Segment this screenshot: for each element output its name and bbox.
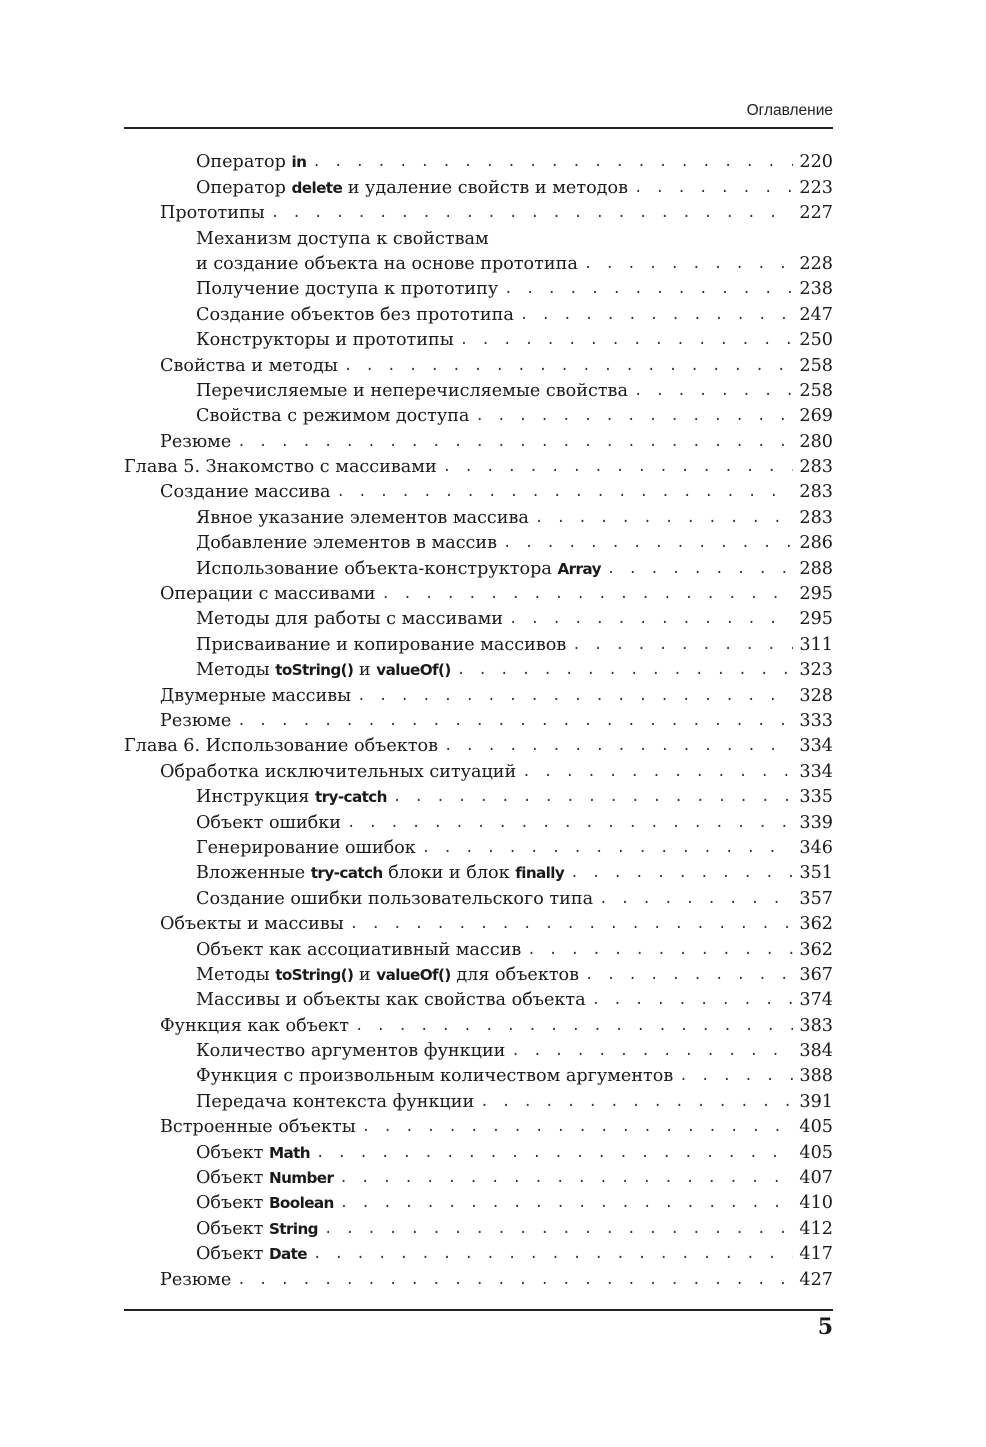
dot-leader <box>339 1167 793 1190</box>
dot-leader <box>324 1218 793 1241</box>
dot-leader <box>634 380 793 403</box>
toc-entry <box>124 708 833 733</box>
dot-leader <box>607 558 793 581</box>
toc-entry <box>124 352 833 377</box>
toc-entry <box>124 479 833 504</box>
toc-entry <box>124 809 833 834</box>
toc-entry-title <box>160 1269 231 1292</box>
toc-entry-text: Методы <box>196 964 276 985</box>
toc-entry-text: Объект как ассоциативный массив <box>196 939 522 960</box>
toc-entry-page: 227 <box>799 203 833 224</box>
toc-entry-text: Двумерные массивы <box>160 685 352 706</box>
toc-entry-title <box>196 304 514 327</box>
toc-entry-code: toString() <box>275 965 354 984</box>
toc-entry <box>124 251 833 276</box>
toc-entry-text: Объект <box>196 1244 269 1265</box>
toc-entry-title <box>196 177 628 200</box>
toc-entry-code: try-catch <box>315 788 387 807</box>
toc-entry-text: Резюме <box>160 710 232 731</box>
toc-entry-page: 228 <box>799 253 833 274</box>
toc-entry-text: Функция с произвольным количеством аргументов <box>196 1066 674 1087</box>
toc-entry <box>124 1241 833 1266</box>
toc-entry-text: Объекты и массивы <box>160 914 344 935</box>
toc-entry-text: и <box>353 660 377 681</box>
toc-entry-page: 258 <box>799 380 833 401</box>
toc-entry-title <box>196 507 529 530</box>
toc-entry-text: Операции с массивами <box>160 584 376 605</box>
toc-entry-text: Объект <box>196 1168 269 1189</box>
toc-entry-page: 362 <box>799 914 833 935</box>
toc-entry-page: 333 <box>799 710 833 731</box>
toc-entry-page: 295 <box>799 609 833 630</box>
toc-entry-text: Обработка исключительных ситуаций <box>160 761 517 782</box>
toc-entry-page: 417 <box>799 1244 833 1265</box>
toc-entry-title <box>160 583 376 606</box>
toc-entry-code: valueOf() <box>376 661 451 680</box>
toc-entry-title <box>124 456 437 479</box>
toc-entry <box>124 301 833 326</box>
toc-entry-page: 247 <box>799 304 833 325</box>
toc-entry-title <box>196 837 416 860</box>
toc-entry-text: Глава 6. Использование объектов <box>124 736 439 757</box>
toc-entry-text: Оператор <box>196 177 292 198</box>
toc-entry-page: 283 <box>799 507 833 528</box>
toc-entry-page: 362 <box>799 939 833 960</box>
toc-entry <box>124 987 833 1012</box>
toc-entry-page: 391 <box>799 1091 833 1112</box>
dot-leader <box>316 1142 793 1165</box>
toc-entry-text: Конструкторы и прототипы <box>196 330 454 351</box>
toc-entry-title <box>196 1192 334 1215</box>
toc-entry-text: Глава 5. Знакомство с массивами <box>124 457 437 478</box>
toc-entry-page: 334 <box>799 736 833 757</box>
dot-leader <box>444 735 793 758</box>
dot-leader <box>237 710 793 733</box>
toc-entry-title <box>196 380 628 403</box>
toc-entry-title <box>196 1218 318 1241</box>
dot-leader <box>237 1269 793 1292</box>
toc-entry-page: 238 <box>799 279 833 300</box>
dot-leader <box>443 456 793 479</box>
toc-entry-title <box>160 710 231 733</box>
dot-leader <box>570 862 793 885</box>
toc-entry <box>124 555 833 580</box>
toc-entry-text: Резюме <box>160 1269 232 1290</box>
toc-entry-title <box>196 1065 673 1088</box>
toc-entry-title <box>196 532 497 555</box>
page-number: 5 <box>817 1314 833 1340</box>
dot-leader <box>422 837 793 860</box>
toc-entry <box>124 1190 833 1215</box>
toc-entry-text: для объектов <box>450 964 580 985</box>
toc-entry-page: 269 <box>799 406 833 427</box>
toc-entry-page: 405 <box>799 1142 833 1163</box>
toc-entry-page: 334 <box>799 761 833 782</box>
toc-entry-page: 367 <box>799 964 833 985</box>
toc-entry-title <box>160 1116 356 1139</box>
toc-entry-code: Number <box>268 1169 334 1188</box>
toc-entry-text: Массивы и объекты как свойства объекта <box>196 990 586 1011</box>
toc-entry-page: 280 <box>799 431 833 452</box>
toc-entry-title <box>160 913 344 936</box>
toc-entry-text: Объект <box>196 1142 269 1163</box>
dot-leader <box>585 964 793 987</box>
toc-entry-page: 220 <box>799 152 833 173</box>
toc-entry-code: String <box>268 1219 318 1238</box>
toc-entry <box>124 784 833 809</box>
dot-leader <box>344 355 793 378</box>
toc-entry <box>124 149 833 174</box>
toc-entry <box>124 327 833 352</box>
toc-entry <box>124 682 833 707</box>
toc-entry-text: и создание объекта на основе прототипа <box>196 253 578 274</box>
toc-entry-text: Создание ошибки пользовательского типа <box>196 888 594 909</box>
toc-entry-page: 384 <box>799 1041 833 1062</box>
toc-entry-page: 323 <box>799 660 833 681</box>
dot-leader <box>357 685 793 708</box>
toc-entry-text: и удаление свойств и методов <box>342 177 629 198</box>
toc-entry-title <box>196 253 578 276</box>
dot-leader <box>382 583 793 606</box>
toc-entry-code: delete <box>291 178 343 197</box>
toc-entry-title <box>160 685 351 708</box>
toc-entry-title <box>160 431 231 454</box>
toc-entry-text: Количество аргументов функции <box>196 1041 506 1062</box>
toc-entry <box>124 911 833 936</box>
toc-entry-text: Присваивание и копирование массивов <box>196 634 567 655</box>
toc-entry-code: in <box>291 153 307 172</box>
dot-leader <box>599 888 793 911</box>
toc-entry <box>124 200 833 225</box>
dot-leader <box>336 481 793 504</box>
toc-entry-code: Math <box>268 1143 310 1162</box>
toc-entry-code: valueOf() <box>376 965 451 984</box>
toc-entry-code: finally <box>515 864 565 883</box>
toc-entry-page: 388 <box>799 1066 833 1087</box>
toc-entry <box>124 936 833 961</box>
toc-entry-text: Перечисляемые и неперечисляемые свойства <box>196 380 628 401</box>
toc-entry-page: 374 <box>799 990 833 1011</box>
toc-entry-title <box>160 761 516 784</box>
toc-entry-text: Прототипы <box>160 203 265 224</box>
toc-entry-text: Встроенные объекты <box>160 1117 356 1138</box>
toc-entry <box>124 962 833 987</box>
dot-leader <box>535 507 793 530</box>
dot-leader <box>480 1091 793 1114</box>
toc-entry <box>124 1114 833 1139</box>
toc-entry-page: 335 <box>799 787 833 808</box>
toc-entry-page: 286 <box>799 533 833 554</box>
toc-entry-text: и <box>353 964 377 985</box>
toc-entry-page: 283 <box>799 457 833 478</box>
toc-entry-title <box>196 278 498 301</box>
toc-entry-title <box>196 862 564 885</box>
toc-entry-text: Методы <box>196 660 276 681</box>
toc-entry <box>124 631 833 656</box>
header-rule <box>124 127 833 129</box>
toc-entry-text: Функция как объект <box>160 1015 350 1036</box>
toc-entry-text: Генерирование ошибок <box>196 837 416 858</box>
toc-entry <box>124 581 833 606</box>
toc-entry <box>124 1038 833 1063</box>
running-header: Оглавление <box>746 102 833 119</box>
toc-entry-code: Boolean <box>268 1194 334 1213</box>
toc-entry-page: 258 <box>799 355 833 376</box>
toc-entry-text: Резюме <box>160 431 232 452</box>
toc-entry <box>124 276 833 301</box>
toc-entry-title <box>196 405 469 428</box>
toc-entry-title <box>196 634 566 657</box>
toc-entry <box>124 1165 833 1190</box>
dot-leader <box>340 1192 793 1215</box>
dot-leader <box>592 989 793 1012</box>
toc-entry-text: Методы для работы с массивами <box>196 609 504 630</box>
dot-leader <box>475 405 793 428</box>
toc-entry-title <box>196 329 454 352</box>
dot-leader <box>460 329 793 352</box>
toc-entry-code: Date <box>268 1245 307 1264</box>
toc-entry-text: Свойства и методы <box>160 355 338 376</box>
toc-entry-text: Объект <box>196 1218 269 1239</box>
toc-entry-title <box>196 1142 310 1165</box>
toc-entry <box>124 530 833 555</box>
toc-entry-title <box>124 735 438 758</box>
toc-entry-title <box>196 608 503 631</box>
dot-leader <box>527 939 793 962</box>
toc-entry-title <box>196 939 521 962</box>
toc-entry-text: Инструкция <box>196 787 315 808</box>
toc-entry-text: Свойства с режимом доступа <box>196 406 470 427</box>
toc-entry-title <box>196 1040 505 1063</box>
dot-leader <box>355 1015 793 1038</box>
toc-entry-text: Оператор <box>196 152 292 173</box>
dot-leader <box>572 634 793 657</box>
toc-entry-title <box>196 1167 333 1190</box>
toc-entry-title <box>196 1091 474 1114</box>
toc-entry-page: 250 <box>799 330 833 351</box>
dot-leader <box>509 608 793 631</box>
toc-entry <box>124 733 833 758</box>
dot-leader <box>520 304 793 327</box>
dot-leader <box>362 1116 793 1139</box>
toc-entry-code: toString() <box>275 661 354 680</box>
toc-entry-page: 351 <box>799 863 833 884</box>
toc-entry-page: 283 <box>799 482 833 503</box>
dot-leader <box>457 659 793 682</box>
toc-entry-text: Создание объектов без прототипа <box>196 304 514 325</box>
toc-entry <box>124 174 833 199</box>
toc-entry-text: Объект <box>196 1193 269 1214</box>
table-of-contents <box>124 149 833 1292</box>
toc-entry <box>124 1063 833 1088</box>
dot-leader <box>503 532 793 555</box>
dot-leader <box>347 812 793 835</box>
toc-entry-code: try-catch <box>310 864 383 883</box>
toc-entry-text: Создание массива <box>160 482 331 503</box>
toc-entry-text: Вложенные <box>196 863 311 884</box>
toc-entry-page: 339 <box>799 812 833 833</box>
toc-entry <box>124 1266 833 1291</box>
toc-entry <box>124 860 833 885</box>
toc-entry-page: 295 <box>799 584 833 605</box>
toc-entry-page: 405 <box>799 1117 833 1138</box>
toc-entry-page: 427 <box>799 1269 833 1290</box>
dot-leader <box>271 202 793 225</box>
dot-leader <box>584 253 793 276</box>
toc-entry-page: 328 <box>799 685 833 706</box>
toc-entry-page: 288 <box>799 558 833 579</box>
toc-entry-text: Механизм доступа к свойствам <box>196 228 489 249</box>
toc-entry <box>124 1012 833 1037</box>
toc-entry-code: Array <box>557 559 601 578</box>
toc-entry-title <box>196 786 387 809</box>
toc-entry-text: Передача контекста функции <box>196 1091 475 1112</box>
toc-entry <box>124 1215 833 1240</box>
dot-leader <box>522 761 793 784</box>
toc-entry-page: 223 <box>799 177 833 198</box>
toc-entry-text: Объект ошибки <box>196 812 341 833</box>
toc-entry-title <box>160 355 338 378</box>
toc-entry-title <box>160 202 265 225</box>
toc-entry-text: Получение доступа к прототипу <box>196 279 499 300</box>
toc-entry-title <box>196 151 306 174</box>
toc-entry <box>124 428 833 453</box>
toc-entry-text: блоки и блок <box>382 863 516 884</box>
toc-entry-text: Явное указание элементов массива <box>196 507 529 528</box>
toc-entry-title <box>160 1015 349 1038</box>
toc-entry-title <box>196 659 451 682</box>
toc-entry <box>124 835 833 860</box>
toc-entry-title <box>196 888 593 911</box>
toc-entry-title <box>196 964 579 987</box>
toc-entry-title <box>196 558 601 581</box>
toc-entry <box>124 378 833 403</box>
toc-entry-page: 412 <box>799 1218 833 1239</box>
toc-entry <box>124 403 833 428</box>
toc-entry <box>124 657 833 682</box>
dot-leader <box>350 913 793 936</box>
dot-leader <box>679 1065 793 1088</box>
toc-entry <box>124 1139 833 1164</box>
dot-leader <box>634 177 793 200</box>
toc-entry <box>124 885 833 910</box>
toc-entry <box>124 606 833 631</box>
toc-entry-text: Использование объекта-конструктора <box>196 558 558 579</box>
toc-entry <box>124 225 833 250</box>
toc-entry-page: 410 <box>799 1193 833 1214</box>
dot-leader <box>393 786 793 809</box>
toc-entry-page: 357 <box>799 888 833 909</box>
toc-entry-title <box>196 989 586 1012</box>
dot-leader <box>511 1040 793 1063</box>
toc-entry-page: 346 <box>799 837 833 858</box>
toc-entry-page: 407 <box>799 1168 833 1189</box>
toc-entry-text: Добавление элементов в массив <box>196 533 498 554</box>
dot-leader <box>237 431 793 454</box>
toc-entry-title <box>196 1243 307 1266</box>
toc-entry <box>124 1088 833 1113</box>
dot-leader <box>312 151 793 174</box>
dot-leader <box>504 278 793 301</box>
toc-entry <box>124 454 833 479</box>
toc-entry <box>124 504 833 529</box>
footer-rule <box>124 1309 833 1311</box>
toc-entry-title <box>196 228 489 251</box>
toc-entry-title <box>160 481 330 504</box>
dot-leader <box>313 1243 793 1266</box>
toc-entry-page: 311 <box>799 634 833 655</box>
toc-entry <box>124 758 833 783</box>
toc-entry-page: 383 <box>799 1015 833 1036</box>
toc-entry-title <box>196 812 341 835</box>
